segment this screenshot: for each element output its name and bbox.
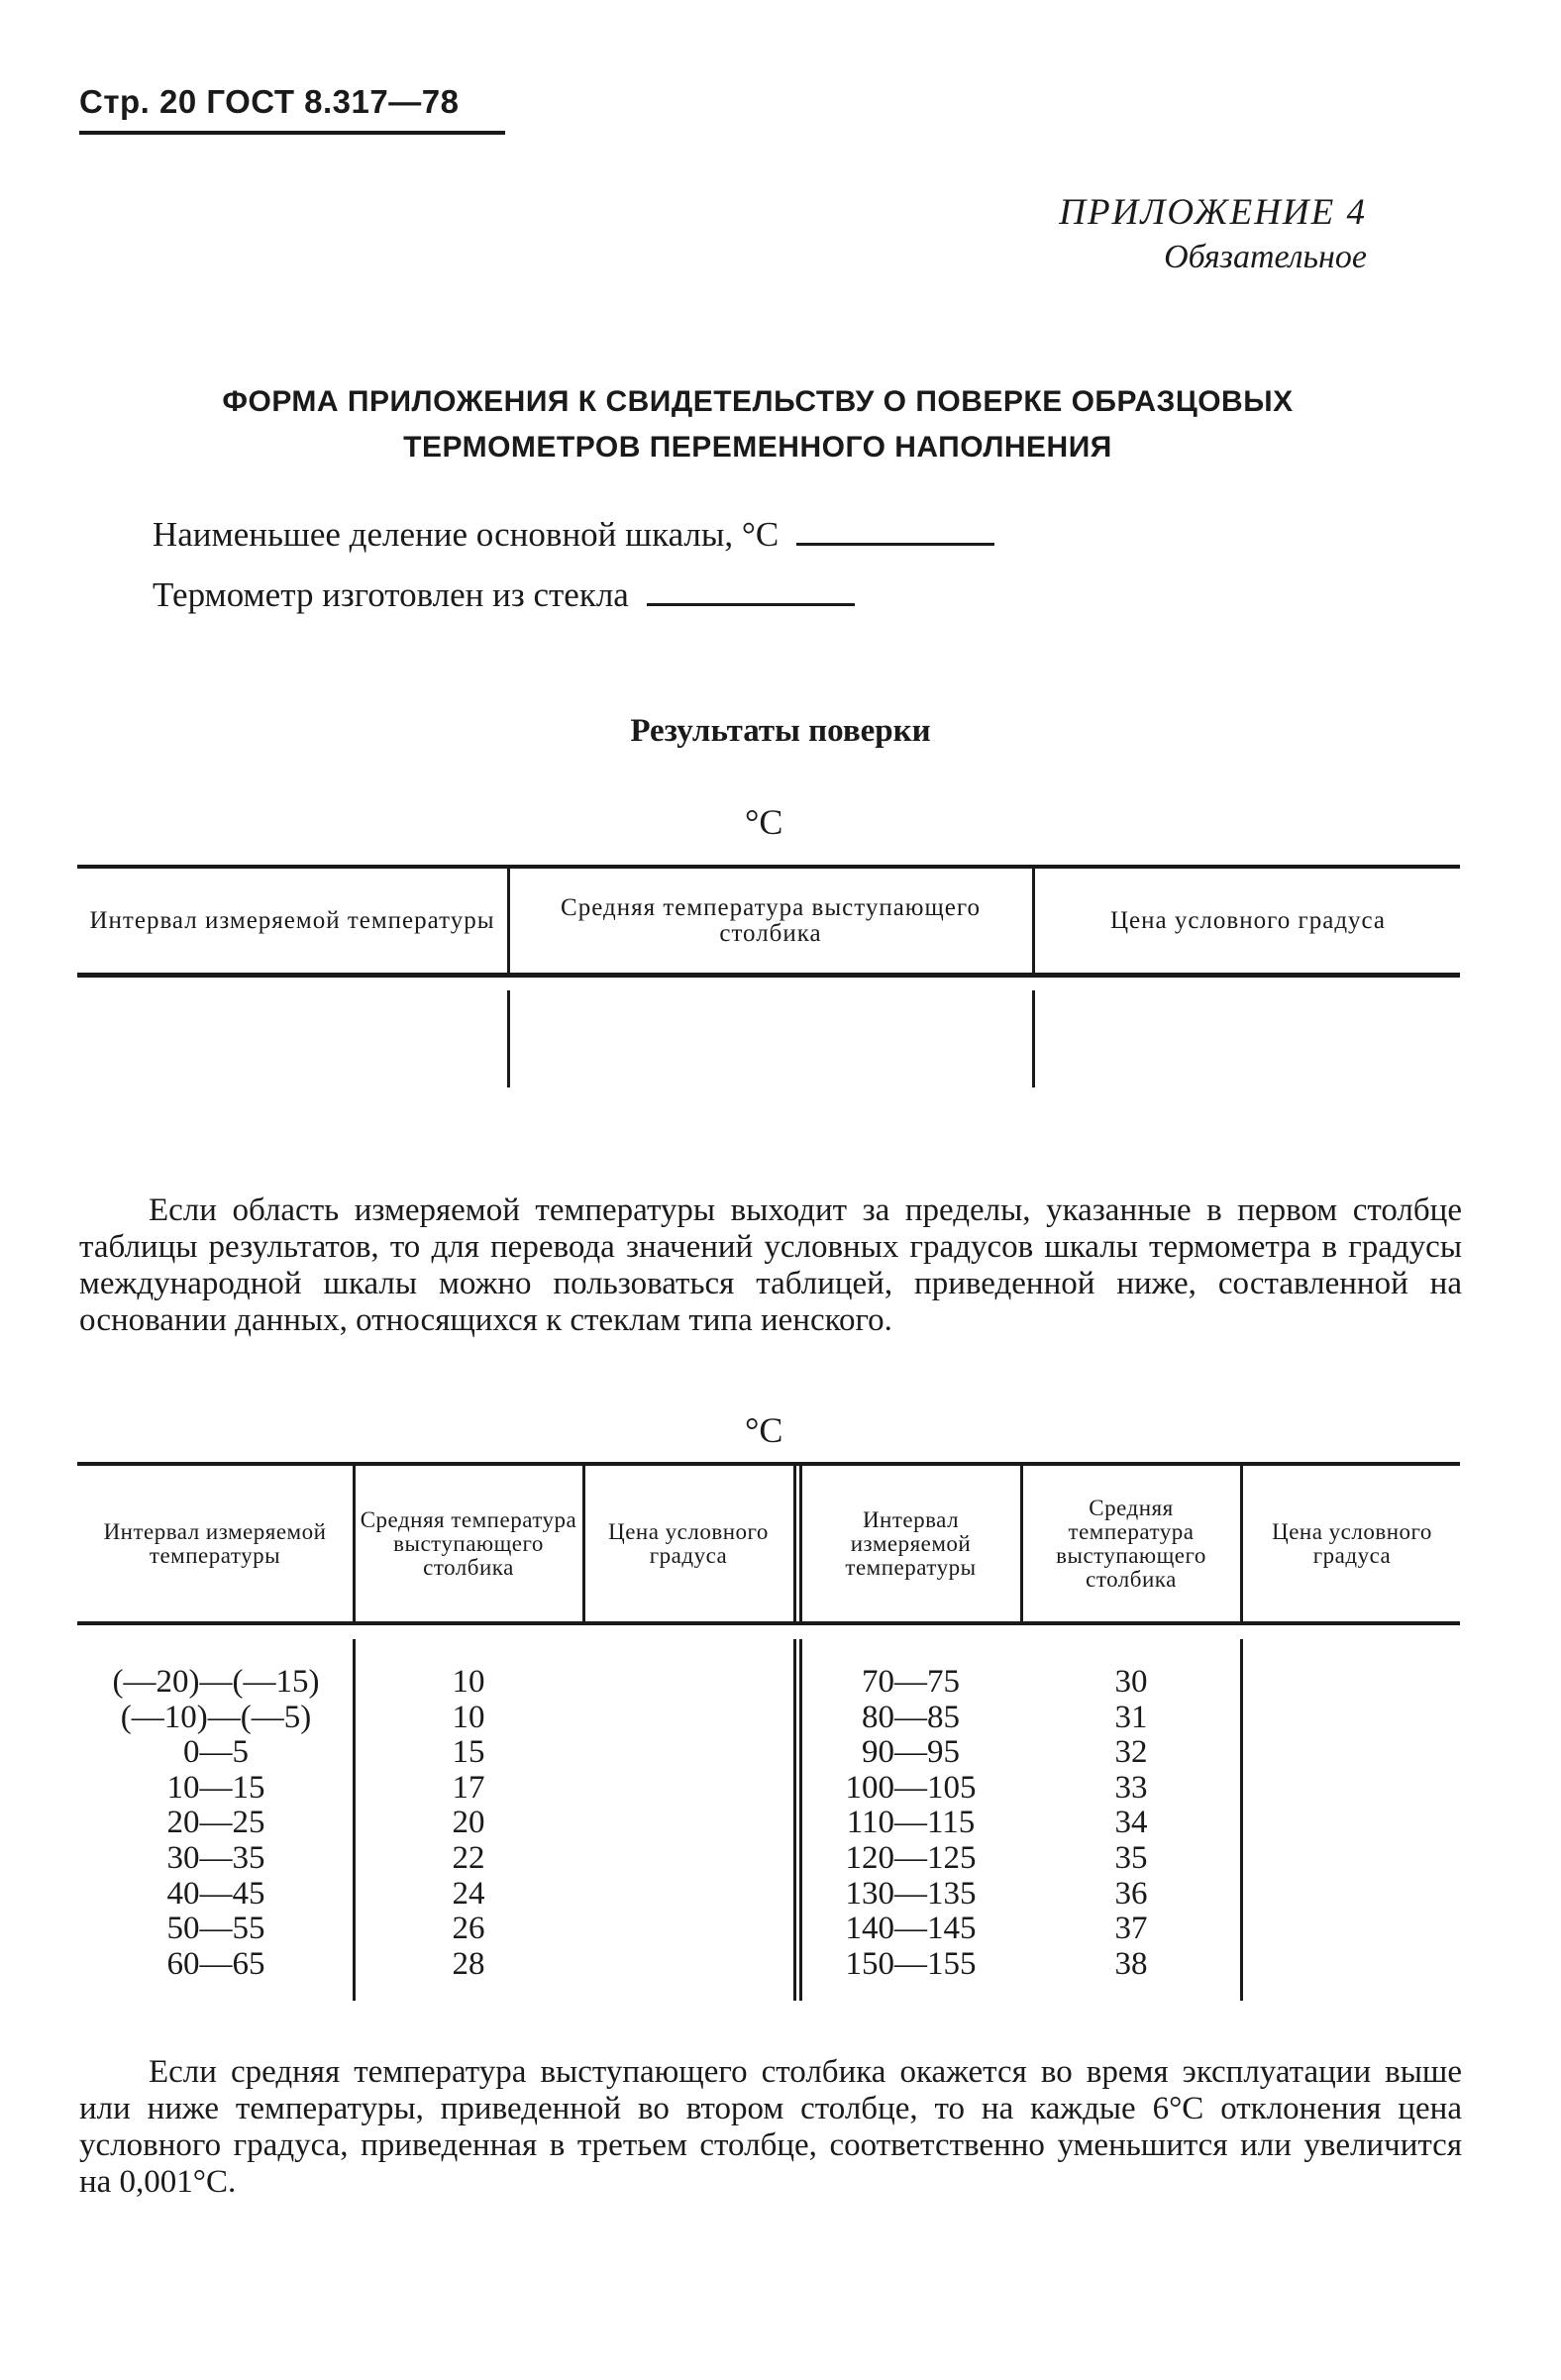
table-cell: 20 — [452, 1805, 485, 1841]
conv-divider-4 — [1020, 1466, 1023, 1621]
table-cell: 50—55 — [166, 1911, 265, 1947]
table-cell: 34 — [1114, 1805, 1148, 1841]
table-cell: 110—115 — [846, 1805, 976, 1841]
table-cell: (—20)—(—15) — [112, 1664, 320, 1700]
scale-division-label: Наименьшее деление основной шкалы, °С — [153, 515, 780, 554]
results-table-divider-2 — [1032, 869, 1035, 973]
table-cell: 10—15 — [166, 1769, 265, 1806]
table-cell: 10 — [452, 1699, 485, 1735]
conv-right-intervals — [803, 1665, 1018, 1982]
appendix-status: Обязательное — [1164, 239, 1367, 275]
conv-right-col-interval: Интервал измеряемой температуры — [845, 1506, 977, 1580]
conv-divider-2 — [582, 1466, 585, 1621]
paragraph-range-note — [79, 1192, 1462, 1339]
conv-right-mean-temps — [1024, 1665, 1238, 1982]
results-col-price: Цена условного градуса — [1109, 907, 1387, 934]
table-cell: 30 — [1114, 1664, 1148, 1700]
table-cell: 37 — [1114, 1911, 1148, 1947]
table-cell: 24 — [452, 1875, 485, 1912]
table-cell: 15 — [452, 1734, 485, 1771]
table-cell: 40—45 — [166, 1875, 265, 1912]
results-table-divider-2-body — [1032, 990, 1035, 1087]
table-cell: 33 — [1114, 1769, 1148, 1806]
conv-divider-5-body — [1240, 1639, 1243, 2001]
form-title-line-2: ТЕРМОМЕТРОВ ПЕРЕМЕННОГО НАПОЛНЕНИЯ — [403, 431, 1112, 464]
conv-divider-5 — [1240, 1466, 1243, 1621]
table-cell: 70—75 — [862, 1664, 960, 1700]
conversion-table-top-rule — [77, 1462, 1460, 1466]
glass-label: Термометр изготовлен из стекла — [153, 575, 629, 614]
scale-division-blank — [796, 523, 994, 546]
paragraph-deviation-note-text: Если средняя температура выступающего столбика окажется во время эксплуатации выше или ниже температуры, приведенной во втором столбце, то на каждые 6°С отклонения цена условного градуса, приведенная в третьем столбце, соответственно уменьшится или увеличится на 0,001°С. — [79, 2054, 1462, 2200]
paragraph-range-note-text: Если область измеряемой температуры выходит за пределы, указанные в первом столбце таблицы результатов, то для перевода значений условных градусов шкалы термометра в градусы международной шкалы можно пользоваться таблицей, приведенной ниже, составленной на основании данных, относящихся к стеклам типа иенского. — [79, 1192, 1462, 1338]
appendix-label-block — [1059, 190, 1367, 279]
table-cell: 140—145 — [845, 1911, 977, 1947]
results-unit: °С — [745, 802, 783, 842]
table-cell: 60—65 — [166, 1945, 265, 1982]
conv-divider-3a — [793, 1466, 796, 1621]
conv-divider-1 — [353, 1466, 356, 1621]
table-cell: 17 — [452, 1769, 485, 1806]
conv-right-col-price: Цена условного градуса — [1272, 1518, 1432, 1568]
form-title-line-1: ФОРМА ПРИЛОЖЕНИЯ К СВИДЕТЕЛЬСТВУ О ПОВЕРКЕ ОБРАЗЦОВЫХ — [222, 385, 1294, 418]
conv-divider-3b — [799, 1466, 802, 1621]
results-table-top-rule — [77, 865, 1460, 869]
conv-divider-3b-body — [799, 1639, 802, 2001]
conv-divider-1-body — [353, 1639, 356, 2001]
table-cell: 30—35 — [166, 1839, 265, 1876]
conversion-unit: °С — [745, 1410, 783, 1450]
results-table-divider-1-body — [507, 990, 510, 1087]
appendix-label: ПРИЛОЖЕНИЕ 4 — [1059, 192, 1367, 233]
conv-left-col-interval: Интервал измеряемой температуры — [103, 1518, 327, 1568]
conv-right-col-mean-temp: Средняя температура выступающего столбика — [1056, 1495, 1206, 1592]
table-cell: 20—25 — [166, 1805, 265, 1841]
results-col-interval: Интервал измеряемой температуры — [89, 907, 495, 934]
results-table-header-rule — [77, 973, 1460, 978]
table-cell: (—10)—(—5) — [120, 1699, 312, 1735]
conv-left-col-mean-temp: Средняя температура выступающего столбика — [360, 1506, 577, 1580]
table-cell: 150—155 — [845, 1945, 977, 1982]
glass-blank — [647, 583, 855, 606]
glass-field — [153, 575, 855, 615]
table-cell: 22 — [452, 1839, 485, 1876]
table-cell: 32 — [1114, 1734, 1148, 1771]
table-cell: 10 — [452, 1664, 485, 1700]
header-rule — [79, 131, 505, 135]
conv-left-col-price: Цена условного градуса — [608, 1518, 769, 1568]
table-cell: 26 — [452, 1911, 485, 1947]
conv-left-mean-temps — [357, 1665, 580, 1982]
paragraph-deviation-note — [79, 2054, 1462, 2201]
scale-division-field — [153, 515, 994, 555]
table-cell: 0—5 — [183, 1734, 249, 1771]
table-cell: 35 — [1114, 1839, 1148, 1876]
table-cell: 38 — [1114, 1945, 1148, 1982]
table-cell: 90—95 — [862, 1734, 960, 1771]
table-cell: 36 — [1114, 1875, 1148, 1912]
table-cell: 80—85 — [862, 1699, 960, 1735]
results-title: Результаты поверки — [630, 713, 931, 749]
conversion-table-header-rule — [77, 1621, 1460, 1625]
table-cell: 31 — [1114, 1699, 1148, 1735]
conv-left-intervals — [79, 1665, 353, 1982]
table-cell: 28 — [452, 1945, 485, 1982]
page-reference: Стр. 20 ГОСТ 8.317—78 — [79, 83, 460, 120]
conv-divider-3a-body — [793, 1639, 796, 2001]
form-title — [149, 379, 1367, 470]
results-table-divider-1 — [507, 869, 510, 973]
table-cell: 100—105 — [845, 1769, 977, 1806]
results-col-mean-temp: Средняя температура выступающего столбика — [561, 894, 981, 947]
table-cell: 120—125 — [845, 1839, 977, 1876]
table-cell: 130—135 — [845, 1875, 977, 1912]
